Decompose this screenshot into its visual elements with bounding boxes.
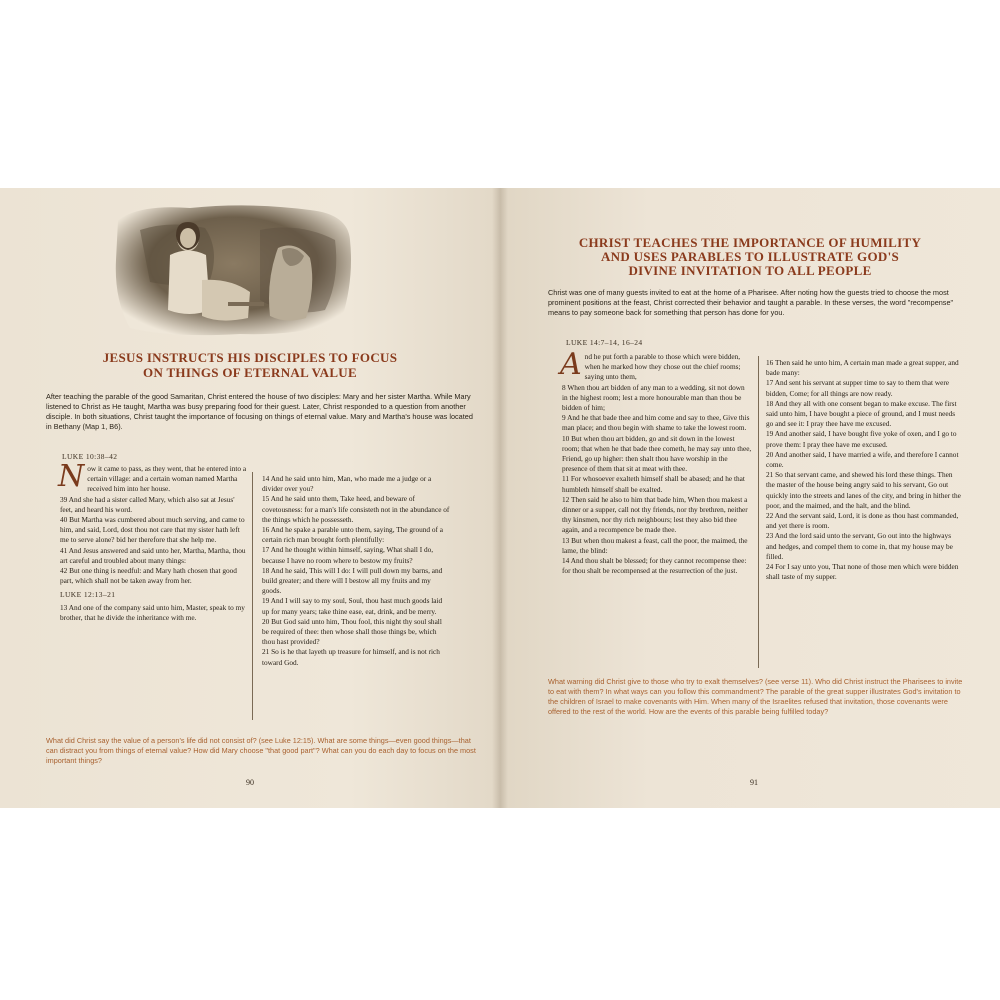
verse: 19 And another said, I have bought five yoke of oxen, and I go to prove them: I pray thee have me excused. (766, 429, 957, 449)
right-title-line3: DIVINE INVITATION TO ALL PEOPLE (628, 263, 872, 278)
column-divider (758, 356, 759, 668)
verse: 16 Then said he unto him, A certain man made a great supper, and bade many: (766, 358, 959, 378)
book-gutter (492, 188, 508, 808)
left-study-question: What did Christ say the value of a person's life did not consist of? (see Luke 12:15). What are some things—even good things—that can distract you from things of eternal value? How did Mary choose "that good part"? What can you do each day to focus on the most important things? (46, 736, 476, 765)
book-spread (0, 188, 1000, 808)
right-title-line2: AND USES PARABLES TO ILLUSTRATE GOD'S (600, 249, 900, 264)
right-study-question: What warning did Christ give to those who try to exalt themselves? (see verse 11). Who did Christ instruct the Pharisees to invite to eat with them? In what ways can you follow this commandment? The parable of the great supper illustrates God's invitation to the children of Israel to make covenants with Him. When many of the Israelites refused that invitation, those covenants were offered to the rest of the world. How are the events of this parable being fulfilled today? (548, 677, 963, 716)
verse: 21 So that servant came, and shewed his lord these things. Then the master of the house being angry said to his servant, Go out quickly into the streets and lanes of the city, and bring in hither the poor, and the maimed, and the halt, and the blind. (766, 470, 961, 510)
page-number: 91 (750, 778, 758, 787)
scripture-reference: LUKE 10:38–42 (62, 452, 118, 461)
verse: 21 So is he that layeth up treasure for himself, and is not rich toward God. (262, 647, 440, 667)
verse: 24 For I say unto you, That none of those men which were bidden shall taste of my supper. (766, 562, 959, 582)
right-intro: Christ was one of many guests invited to eat at the home of a Pharisee. After noting how the guests tried to choose the most prominent positions at the feast, Christ corrected their behavior and taught a parable. In these verses, the word "recompense" means to pay someone back for something that person has done for you. (548, 288, 954, 317)
jesus-mary-martha-illustration (110, 200, 355, 340)
verse: 16 And he spake a parable unto them, saying, The ground of a certain rich man brought forth plentifully: (262, 525, 444, 545)
verse: 11 For whosoever exalteth himself shall be abased; and he that humbleth himself shall be exalted. (562, 474, 745, 494)
verse: 15 And he said unto them, Take heed, and beware of covetousness: for a man's life consisteth not in the abundance of the things which he possesseth. (262, 494, 450, 524)
verse: 9 And he that bade thee and him come and say to thee, Give this man place; and thou begin with shame to take the lowest room. (562, 413, 750, 433)
verse-text: nd he put forth a parable to those which were bidden, when he marked how they chose out the chief rooms; saying unto them, (584, 352, 741, 382)
drop-cap: N (58, 459, 85, 494)
verse: 39 And she had a sister called Mary, which also sat at Jesus' feet, and heard his word. (60, 494, 235, 514)
right-column-1 (560, 347, 752, 576)
scripture-reference: LUKE 14:7–14, 16–24 (566, 338, 643, 347)
left-column-1 (58, 459, 248, 623)
page-number: 90 (246, 778, 254, 787)
left-column-2 (262, 474, 450, 668)
verse: 10 But when thou art bidden, go and sit down in the lowest room; that when he that bade thee cometh, he may say unto thee, Friend, go up higher: then shalt thou have worship in the presence of them that sit at meat with thee. (562, 433, 752, 474)
verse: 23 And the lord said unto the servant, Go out into the highways and hedges, and compel them to come in, that my house may be filled. (766, 531, 953, 561)
verse: 18 And they all with one consent began to make excuse. The first said unto him, I have bought a piece of ground, and I must needs go and see it: I pray thee have me excused. (766, 398, 957, 429)
verse: 13 But when thou makest a feast, call the poor, the maimed, the lame, the blind: (562, 535, 748, 555)
scripture-reference: LUKE 12:13–21 (60, 590, 116, 600)
verse-text: ow it came to pass, as they went, that he entered into a certain village: and a certain woman named Martha received him into her house. (87, 464, 247, 494)
verse-paragraph (58, 459, 248, 495)
verse: 12 Then said he also to him that bade him, When thou makest a dinner or a supper, call not thy friends, nor thy brethren, neither thy kinsmen, nor thy rich neighbours; lest they also bid thee again, and a recompence be made thee. (562, 494, 748, 535)
left-page (0, 188, 500, 808)
verse: 41 And Jesus answered and said unto her, Martha, Martha, thou art careful and troubled about many things: (60, 545, 246, 565)
column-divider (252, 472, 253, 720)
verse: 42 But one thing is needful: and Mary hath chosen that good part, which shall not be taken away from her. (60, 566, 237, 586)
verse-paragraph (560, 347, 752, 383)
right-page (500, 188, 1000, 808)
right-title-line1: CHRIST TEACHES THE IMPORTANCE OF HUMILITY (578, 235, 922, 250)
verse: 13 And one of the company said unto him, Master, speak to my brother, that he divide the inheritance with me. (60, 602, 245, 622)
left-title-line1: JESUS INSTRUCTS HIS DISCIPLES TO FOCUS (102, 350, 398, 365)
verse: 22 And the servant said, Lord, it is done as thou hast commanded, and yet there is room. (766, 511, 959, 531)
verse: 17 And sent his servant at supper time to say to them that were bidden, Come; for all things are now ready. (766, 378, 949, 398)
verse: 14 And thou shalt be blessed; for they cannot recompense thee: for thou shalt be recompensed at the resurrection of the just. (562, 556, 747, 576)
verse: 20 But God said unto him, Thou fool, this night thy soul shall be required of thee: then whose shall those things be, which thou hast provided? (262, 616, 442, 647)
verse: 14 And he said unto him, Man, who made me a judge or a divider over you? (262, 474, 432, 494)
verse: 8 When thou art bidden of any man to a wedding, sit not down in the highest room; lest a more honourable man than thou be bidden of him; (562, 382, 745, 413)
right-page-title (520, 236, 980, 278)
verse: 20 And another said, I have married a wife, and therefore I cannot come. (766, 449, 959, 470)
left-page-title (70, 350, 430, 380)
verse: 40 But Martha was cumbered about much serving, and came to him, and said, Lord, dost thou not care that my sister hath left me to serve alone? bid her therefore that she help me. (60, 515, 245, 545)
left-title-line2: ON THINGS OF ETERNAL VALUE (143, 365, 357, 380)
right-column-2 (766, 358, 962, 582)
verse: 18 And he said, This will I do: I will pull down my barns, and build greater; and there will I bestow all my fruits and my goods. (262, 565, 443, 596)
verse: 19 And I will say to my soul, Soul, thou hast much goods laid up for many years; take thine ease, eat, drink, and be merry. (262, 596, 443, 616)
left-intro: After teaching the parable of the good Samaritan, Christ entered the house of two disciples: Mary and her sister Martha. While Mary listened to Christ as He taught, Martha was busy preparing food for their guest. Later, Christ responded to a question from another disciple. In both situations, Christ taught the importance of focusing on things of eternal value. Mary and Martha's house was located in Bethany (Map 1, B6). (46, 392, 473, 431)
verse: 17 And he thought within himself, saying, What shall I do, because I have no room where to bestow my fruits? (262, 545, 434, 565)
drop-cap: A (560, 347, 582, 382)
